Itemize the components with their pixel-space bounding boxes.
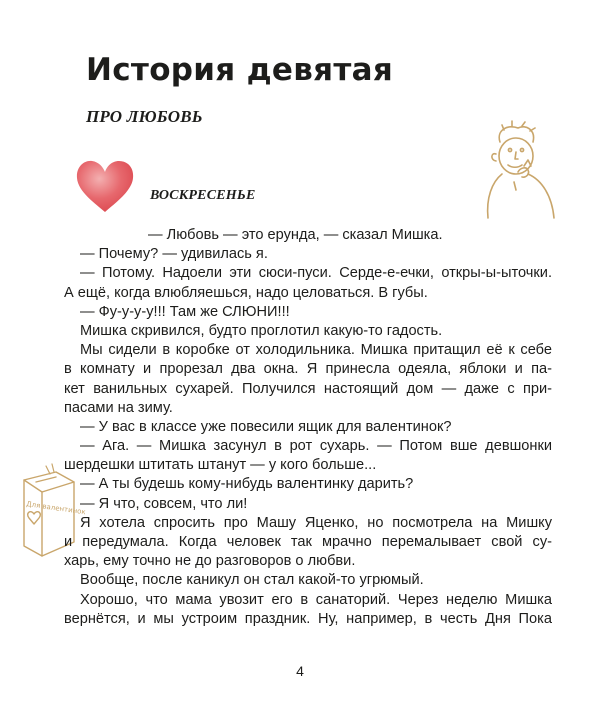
- page-number: 4: [296, 663, 304, 679]
- text-line: — Потому. Надоели эти сюси-пуси. Серде-е-ечки, откры-ы-ыточки.: [80, 265, 552, 282]
- heart-icon: [74, 158, 136, 214]
- text-line: — Я что, совсем, что ли!: [80, 495, 248, 512]
- boy-sketch-icon: [478, 120, 568, 220]
- text-line: — Ага. — Мишка засунул в рот сухарь. — Потом вше девшонки: [80, 438, 552, 455]
- chapter-subtitle: ПРО ЛЮБОВЬ: [86, 107, 203, 126]
- text-line: пасами на зиму.: [64, 399, 173, 416]
- text-line: — Почему? — удивилась я.: [80, 246, 268, 263]
- text-line: кет ванильных сухарей. Получился настоящий дом — даже с при-: [64, 380, 552, 397]
- text-line: Хорошо, что мама увозит его в санаторий. Через неделю Мишка: [80, 591, 552, 608]
- text-line: Я хотела спросить про Машу Яценко, но посмотрела на Мишку: [80, 514, 552, 531]
- text-line: Мишка скривился, будто проглотил какую-то гадость.: [80, 322, 443, 339]
- story-text: [64, 226, 552, 629]
- text-line: шердешки штитать штанут — у кого больше...: [64, 457, 377, 474]
- text-line: Вообще, после каникул он стал какой-то угрюмый.: [80, 572, 424, 589]
- text-line: в комнату и прорезал два окна. Я принесла одеяла, яблоки и па-: [64, 361, 552, 378]
- day-heading: ВОСКРЕСЕНЬЕ: [150, 188, 256, 203]
- svg-text:Для валентинок: Для валентинок: [25, 500, 87, 517]
- text-line: — У вас в классе уже повесили ящик для валентинок?: [80, 418, 452, 435]
- text-line: Мы сидели в коробке от холодильника. Мишка притащил её к себе: [80, 342, 552, 359]
- text-line: — Фу-у-у-у!!! Там же СЛЮНИ!!!: [80, 303, 290, 320]
- chapter-title: История девятая: [86, 52, 394, 88]
- text-line: — Любовь — это ерунда, — сказал Мишка.: [148, 227, 443, 243]
- text-line: харь, ему точно не до разговоров о любви.: [64, 553, 356, 570]
- text-line: — А ты будешь кому-нибудь валентинку дарить?: [80, 476, 414, 493]
- text-line: и передумала. Когда человек так мрачно перемалывает свой су-: [64, 534, 552, 550]
- text-line: А ещё, когда влюбляешься, надо целоваться. В губы.: [64, 284, 428, 301]
- text-line: вернётся, и мы устроим праздник. Ну, например, в честь Дня Пока: [64, 610, 552, 627]
